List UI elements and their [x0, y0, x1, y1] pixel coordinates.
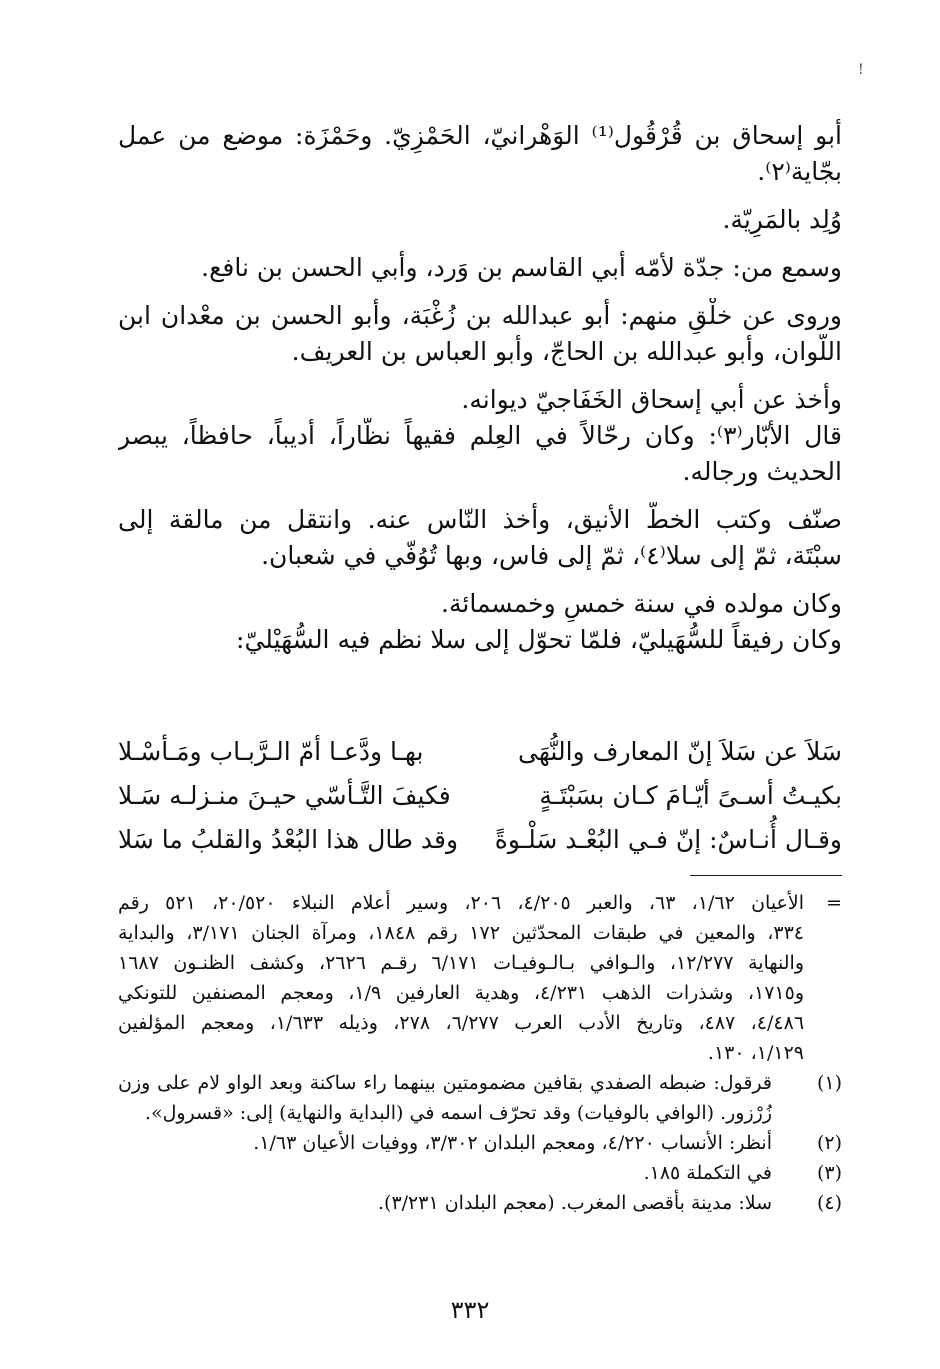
- footnote-number: (١): [816, 1072, 842, 1094]
- verse-first-hemistich: بكيـتُ أسـىً أيّـامَ كـان بسَبْتَـةٍ: [539, 781, 842, 810]
- verse-first-hemistich: سَلاَ عن سَلاَ إنّ المعارف والنُّهَى: [518, 737, 842, 766]
- text-line: صنّف وكتب الخطّ الأنيق، وأخذ النّاس عنه. وانتقل من مالقة إلى: [118, 505, 842, 534]
- reference-line: و١٧١٥، وشذرات الذهب ٤/٢٣١، وهدية العارفين ١/٩، ومعجم المصنفين للتونكي: [118, 982, 804, 1004]
- text-line: وكان مولده في سنة خمسٍ وخمسمائة.: [441, 589, 842, 618]
- footnote-number: (٢): [816, 1132, 842, 1154]
- text-line: أبو إسحاق بن قُرْقُول⁽¹⁾ الوَهْرانيّ، الحَمْزِيّ. وحَمْزَة: موضع من عمل: [118, 121, 842, 150]
- footnote-line: في التكملة ١٨٥.: [643, 1162, 772, 1184]
- poem-verse: [118, 820, 842, 864]
- corner-mark: !: [858, 62, 864, 78]
- continuation-marker: =: [826, 892, 842, 914]
- text-line: سبْتَة، ثمّ إلى سلا⁽٤⁾، ثمّ إلى فاس، وبها تُوُفّي في شعبان.: [261, 541, 842, 570]
- text-line: وأخذ عن أبي إسحاق الخَفَاجيّ ديوانه.: [461, 385, 842, 414]
- footnote-number: (٤): [816, 1192, 842, 1214]
- footnote-line: أنظر: الأنساب ٤/٢٢٠، ومعجم البلدان ٣/٣٠٢، ووفيات الأعيان ١/٦٣.: [253, 1132, 772, 1154]
- footnote: [118, 1158, 842, 1188]
- footnote-line: سلا: مدينة بأقصى المغرب. (معجم البلدان ٣/٢٣١).: [377, 1192, 772, 1214]
- footnote-number: (٣): [816, 1162, 842, 1184]
- footnote: [118, 1068, 842, 1128]
- poem-verse: [118, 732, 842, 776]
- text-line: وكان رفيقاً للسُّهَيليّ، فلمّا تحوّل إلى سلا نظم فيه السُّهَيْليّ:: [236, 625, 842, 654]
- reference-line: الأعيان ١/٦٢، ٦٣، والعبر ٤/٢٠٥، ٢٠٦، وسير أعلام النبلاء ٢٠/٥٢٠، ٥٢١ رقم: [118, 892, 805, 914]
- verse-second-hemistich: وقد طال هذا البُعْدُ والقلبُ ما سَلا: [118, 825, 459, 854]
- footnote: [118, 1188, 842, 1218]
- footnote-line: قرقول: ضبطه الصفدي بقافين مضمومتين بينهما راء ساكنة وبعد الواو لام على وزن: [118, 1072, 772, 1094]
- reference-line: ٤/٤٨٦، ٤٨٧، وتاريخ الأدب العرب ٦/٢٧٧، ٢٧٨، وذيله ١/٦٣٣، ومعجم المؤلفين: [118, 1012, 805, 1034]
- footnotes-section: [118, 888, 842, 1218]
- text-line: الحديث ورجاله.: [682, 457, 842, 486]
- references-continuation: [118, 888, 842, 1068]
- reference-line: ١/١٢٩، ١٣٠.: [707, 1042, 804, 1064]
- reference-line: ٣٣٤، والمعين في طبقات المحدّثين ١٧٢ رقم ١٨٤٨، ومرآة الجنان ٣/١٧١، والبداية: [118, 922, 804, 944]
- verse-first-hemistich: وقـال أُنـاسٌ: إنّ فـي البُعْـد سَلْـوةً: [494, 825, 842, 854]
- text-line: وروى عن خلْقٍ منهم: أبو عبدالله بن زُغْبَة، وأبو الحسن بن معْدان ابن: [118, 301, 842, 330]
- reference-line: والنهاية ١٢/٢٧٧، والـوافي بـالـوفيـات ٦/١٧١ رقـم ٢٦٢٦، وكشف الظنـون ١٦٨٧: [118, 952, 804, 974]
- verse-second-hemistich: فكيفَ التَّـأسّي حيـنَ منـزلـه سَـلا: [118, 781, 451, 810]
- poem-verse: [118, 776, 842, 820]
- text-line: وُلِد بالمَرِيّة.: [722, 205, 842, 234]
- main-text: [118, 118, 842, 658]
- verse-second-hemistich: بهـا ودَّعـا أمّ الـرَّبـاب ومَـأسْـلا: [118, 737, 424, 766]
- page-number: ٣٣٢: [450, 1296, 490, 1324]
- footnote-line: زُرْزور. (الوافي بالوفيات) وقد تحرّف اسمه في (البداية والنهاية) إلى: «قسرول».: [144, 1102, 772, 1124]
- footnote: [118, 1128, 842, 1158]
- text-line: قال الأبّار⁽٣⁾: وكان رحّالاً في العِلم فقيهاً نظّاراً، أديباً، حافظاً، يبصر: [118, 421, 842, 450]
- footnote-divider: [690, 875, 842, 876]
- text-line: بجّاية⁽٢⁾.: [757, 157, 842, 186]
- text-line: وسمع من: جدّة لأمّه أبي القاسم بن وَرد، وأبي الحسن بن نافع.: [201, 253, 842, 282]
- text-line: اللّوان، وأبو عبدالله بن الحاجّ، وأبو العباس بن العريف.: [291, 337, 842, 366]
- poem: [118, 732, 842, 864]
